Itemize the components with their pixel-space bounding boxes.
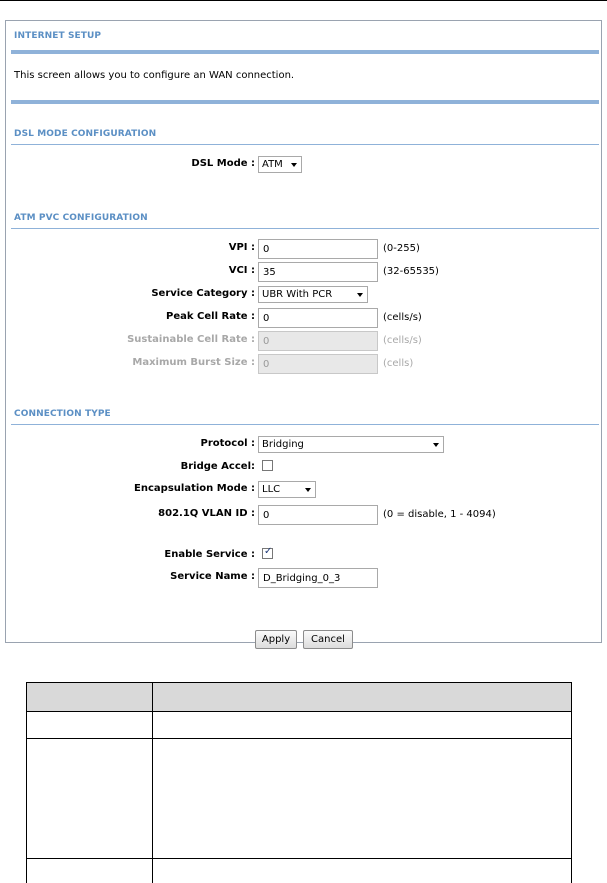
bridge-accel-row (6, 458, 601, 478)
cancel-button[interactable]: Cancel (303, 630, 353, 649)
protocol-value: Bridging (262, 439, 304, 450)
connection-type-section-rule (11, 424, 599, 425)
atm-pvc-section-rule (11, 228, 599, 229)
description-divider (11, 100, 599, 104)
sustainable-cell-rate-input: 0 (258, 331, 378, 351)
service-category-select[interactable] (258, 286, 368, 303)
vci-row (6, 262, 601, 282)
service-name-input[interactable]: D_Bridging_0_3 (258, 568, 378, 588)
vpi-range-hint: (0-255) (383, 243, 420, 254)
table-cell (27, 712, 153, 738)
service-name-label: Service Name : (170, 571, 255, 582)
bridge-accel-checkbox[interactable] (262, 460, 273, 471)
page-top-rule (0, 0, 607, 1)
encapsulation-mode-label: Encapsulation Mode : (134, 483, 255, 494)
table-cell (27, 739, 153, 858)
dsl-mode-select[interactable] (258, 156, 302, 173)
sustainable-cell-rate-label: Sustainable Cell Rate : (127, 334, 255, 345)
vpi-input[interactable]: 0 (258, 239, 378, 259)
protocol-select[interactable] (258, 436, 444, 453)
page-title: INTERNET SETUP (14, 31, 102, 41)
vci-range-hint: (32-65535) (383, 266, 439, 277)
page-description: This screen allows you to configure an WAN connection. (14, 70, 295, 81)
enable-service-label: Enable Service : (164, 549, 255, 560)
chevron-down-icon (305, 488, 311, 492)
maximum-burst-size-label: Maximum Burst Size : (132, 357, 255, 368)
table-row (27, 858, 571, 883)
apply-button[interactable]: Apply (255, 630, 297, 649)
peak-cell-rate-label: Peak Cell Rate : (166, 311, 255, 322)
vci-input[interactable]: 35 (258, 262, 378, 282)
internet-setup-panel (5, 20, 602, 643)
maximum-burst-size-input: 0 (258, 354, 378, 374)
chevron-down-icon (433, 443, 439, 447)
sustainable-cell-rate-unit: (cells/s) (383, 335, 422, 346)
service-name-row (6, 568, 601, 588)
table-row (27, 738, 571, 858)
encapsulation-mode-value: LLC (262, 484, 281, 495)
encapsulation-mode-select[interactable] (258, 481, 316, 498)
vci-label: VCI : (228, 265, 255, 276)
vlan-id-range-hint: (0 = disable, 1 - 4094) (383, 509, 496, 520)
dsl-mode-row (6, 155, 601, 175)
dsl-mode-label: DSL Mode : (191, 158, 255, 169)
dsl-mode-value: ATM (262, 159, 283, 170)
title-divider (11, 50, 599, 54)
table-row (27, 711, 571, 738)
connection-type-section-title: CONNECTION TYPE (14, 409, 111, 419)
vpi-row (6, 239, 601, 259)
service-category-row (6, 285, 601, 305)
table-cell (27, 859, 153, 883)
service-category-label: Service Category : (151, 288, 255, 299)
enable-service-checkbox[interactable] (262, 548, 273, 559)
dsl-mode-section-rule (11, 144, 599, 145)
peak-cell-rate-input[interactable]: 0 (258, 308, 378, 328)
service-category-value: UBR With PCR (262, 289, 333, 300)
protocol-row (6, 435, 601, 455)
vpi-label: VPI : (228, 242, 255, 253)
maximum-burst-size-row (6, 354, 601, 374)
chevron-down-icon (357, 293, 363, 297)
table-header-cell (27, 683, 153, 711)
dsl-mode-section-title: DSL MODE CONFIGURATION (14, 129, 157, 139)
peak-cell-rate-unit: (cells/s) (383, 312, 422, 323)
vlan-id-row (6, 505, 601, 525)
enable-service-row (6, 546, 601, 566)
maximum-burst-size-unit: (cells) (383, 358, 414, 369)
vlan-id-input[interactable]: 0 (258, 505, 378, 525)
peak-cell-rate-row (6, 308, 601, 328)
sustainable-cell-rate-row (6, 331, 601, 351)
encapsulation-mode-row (6, 480, 601, 500)
chevron-down-icon (291, 163, 297, 167)
vlan-id-label: 802.1Q VLAN ID : (158, 508, 255, 519)
field-description-table (26, 682, 572, 883)
atm-pvc-section-title: ATM PVC CONFIGURATION (14, 213, 148, 223)
table-header-row (27, 683, 571, 711)
protocol-label: Protocol : (200, 438, 255, 449)
bridge-accel-label: Bridge Accel: (180, 461, 255, 472)
